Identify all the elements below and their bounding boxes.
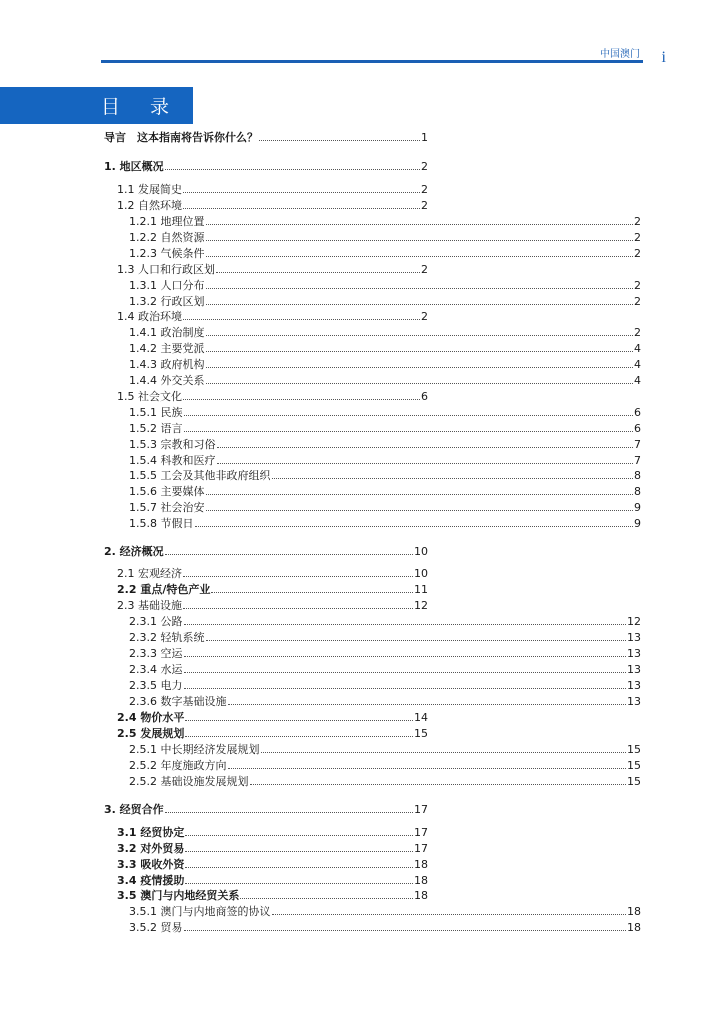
toc-entry-label: 2. 经济概况 [104,545,164,558]
dot-leader [185,711,413,721]
dot-leader [185,826,413,836]
toc-entry-label: 1.5.2 语言 [129,422,183,435]
dot-leader [185,858,413,868]
toc-entry-page: 7 [634,454,641,467]
toc-entry-page: 2 [421,183,428,196]
toc-entry-page: 13 [627,631,641,644]
toc-entry-page: 9 [634,501,641,514]
toc-entry-page: 18 [414,874,428,887]
toc-entry-page: 13 [627,695,641,708]
toc-entry-label: 1.4 政治环境 [117,310,182,323]
toc-entry-label: 2.3.4 水运 [129,663,183,676]
dot-leader [261,743,627,753]
toc-entry-label: 3.4 疫情援助 [117,874,185,887]
toc-entry[interactable] [129,295,641,309]
toc-entry-page: 13 [627,679,641,692]
toc-entry-page: 18 [627,905,641,918]
toc-entry[interactable] [104,131,428,145]
toc-entry-label: 2.5.2 年度施政方向 [129,759,227,772]
dot-leader [206,485,634,495]
toc-title: 目 录 [101,96,182,118]
dot-leader [206,374,634,384]
toc-entry[interactable] [129,342,641,356]
toc-entry-page: 2 [634,231,641,244]
toc-entry[interactable] [117,263,428,277]
toc-entry[interactable] [129,247,641,261]
toc-entry[interactable] [117,727,428,741]
toc-entry-label: 2.1 宏观经济 [117,567,182,580]
dot-leader [183,599,413,609]
toc-entry-page: 12 [627,615,641,628]
toc-entry[interactable] [129,279,641,293]
toc-entry[interactable] [117,390,428,404]
toc-entry-page: 15 [627,759,641,772]
toc-entry[interactable] [129,326,641,340]
toc-entry-page: 6 [421,390,428,403]
toc-entry-label: 1.3 人口和行政区划 [117,263,215,276]
toc-entry-label: 1.4.4 外交关系 [129,374,205,387]
toc-entry[interactable] [117,874,428,888]
toc-entry-label: 3.3 吸收外资 [117,858,185,871]
toc-entry[interactable] [117,842,428,856]
toc-entry-page: 10 [414,545,428,558]
toc-entry[interactable] [129,631,641,645]
toc-entry-label: 1.4.3 政府机构 [129,358,205,371]
dot-leader [206,326,634,336]
toc-entry[interactable] [129,921,641,935]
toc-title-banner [0,87,193,124]
toc-entry[interactable] [129,663,641,677]
toc-entry[interactable] [129,231,641,245]
toc-entry[interactable] [117,711,428,725]
toc-entry[interactable] [129,647,641,661]
toc-entry[interactable] [129,743,641,757]
toc-entry-page: 15 [627,775,641,788]
toc-entry[interactable] [129,438,641,452]
toc-entry[interactable] [129,695,641,709]
toc-entry[interactable] [104,803,428,817]
toc-entry-label: 1.5.4 科教和医疗 [129,454,216,467]
toc-entry-page: 2 [421,310,428,323]
toc-entry-label: 2.3.2 轻轨系统 [129,631,205,644]
toc-entry[interactable] [129,775,641,789]
toc-entry-label: 1.1 发展简史 [117,183,182,196]
dot-leader [206,342,634,352]
toc-entry-page: 14 [414,711,428,724]
dot-leader [184,615,627,625]
dot-leader [184,422,634,432]
toc-entry-label: 2.4 物价水平 [117,711,185,724]
toc-entry-page: 2 [634,215,641,228]
toc-entry[interactable] [129,485,641,499]
dot-leader [206,279,634,289]
toc-entry-label: 1.4.1 政治制度 [129,326,205,339]
toc-entry-label: 2.5.1 中长期经济发展规划 [129,743,260,756]
dot-leader [184,679,627,689]
dot-leader [206,358,634,368]
dot-leader [184,406,634,416]
toc-entry[interactable] [117,183,428,197]
dot-leader [206,215,634,225]
toc-entry-label: 1.5.7 社会治安 [129,501,205,514]
toc-entry-page: 6 [634,406,641,419]
dot-leader [206,247,634,257]
toc-entry[interactable] [129,679,641,693]
toc-entry-label: 2.2 重点/特色产业 [117,583,211,596]
toc-entry[interactable] [117,310,428,324]
toc-entry-page: 2 [421,199,428,212]
toc-entry-page: 7 [634,438,641,451]
toc-entry[interactable] [129,501,641,515]
dot-leader [216,263,420,273]
toc-entry-page: 11 [414,583,428,596]
toc-entry[interactable] [129,759,641,773]
toc-entry[interactable] [129,905,641,919]
dot-leader [272,905,627,915]
header-rule [101,60,643,63]
toc-entry-page: 18 [627,921,641,934]
toc-entry-page: 9 [634,517,641,530]
dot-leader [183,310,420,320]
toc-entry-page: 13 [627,663,641,676]
dot-leader [165,160,420,170]
toc-entry-label: 1.5.8 节假日 [129,517,194,530]
toc-entry-page: 2 [421,263,428,276]
toc-entry-label: 1.5.6 主要媒体 [129,485,205,498]
toc-entry-label: 1.4.2 主要党派 [129,342,205,355]
toc-entry-label: 1.3.2 行政区划 [129,295,205,308]
toc-entry-label: 3.2 对外贸易 [117,842,185,855]
toc-entry-page: 2 [634,326,641,339]
toc-entry-label: 1.2.3 气候条件 [129,247,205,260]
toc-entry-label: 2.3.5 电力 [129,679,183,692]
toc-entry[interactable] [129,358,641,372]
toc-entry-label: 3.1 经贸协定 [117,826,185,839]
toc-entry-page: 8 [634,485,641,498]
dot-leader [195,517,634,527]
toc-entry-page: 6 [634,422,641,435]
toc-entry-label: 3.5.2 贸易 [129,921,183,934]
toc-entry-page: 8 [634,469,641,482]
toc-entry-page: 2 [634,247,641,260]
dot-leader [183,567,413,577]
dot-leader [184,921,627,931]
toc-entry-label: 1. 地区概况 [104,160,164,173]
toc-entry[interactable] [129,422,641,436]
dot-leader [206,231,634,241]
toc-entry-label: 2.3.3 空运 [129,647,183,660]
dot-leader [250,775,627,785]
toc-entry[interactable] [104,545,428,559]
toc-entry[interactable] [117,826,428,840]
toc-entry[interactable] [129,517,641,531]
dot-leader [184,663,627,673]
dot-leader [165,545,413,555]
dot-leader [272,469,634,479]
toc-entry-page: 4 [634,374,641,387]
toc-entry-label: 3.5 澳门与内地经贸关系 [117,889,240,902]
toc-entry-label: 2.5 发展规划 [117,727,185,740]
toc-entry[interactable] [117,858,428,872]
dot-leader [206,295,634,305]
dot-leader [183,390,420,400]
toc-entry-label: 1.2.2 自然资源 [129,231,205,244]
toc-entry[interactable] [117,583,428,597]
toc-entry-page: 1 [421,131,428,144]
toc-entry[interactable] [117,889,428,903]
dot-leader [240,889,413,899]
dot-leader [185,727,413,737]
toc-entry-label: 1.5.1 民族 [129,406,183,419]
toc-entry[interactable] [104,160,428,174]
dot-leader [259,131,420,141]
toc-entry-page: 17 [414,803,428,816]
toc-entry-page: 18 [414,858,428,871]
dot-leader [206,501,634,511]
dot-leader [206,631,627,641]
dot-leader [185,842,413,852]
dot-leader [184,647,627,657]
toc-entry-page: 15 [627,743,641,756]
toc-entry-page: 2 [634,295,641,308]
toc-entry-page: 13 [627,647,641,660]
dot-leader [185,874,413,884]
dot-leader [217,454,634,464]
toc-entry-page: 17 [414,826,428,839]
toc-entry-label: 3.5.1 澳门与内地商签的协议 [129,905,271,918]
toc-entry-page: 17 [414,842,428,855]
toc-entry-label: 1.2 自然环境 [117,199,182,212]
toc-entry-label: 1.3.1 人口分布 [129,279,205,292]
toc-entry-label: 1.2.1 地理位置 [129,215,205,228]
toc-entry[interactable] [117,567,428,581]
toc-entry[interactable] [117,599,428,613]
toc-entry-label: 2.3 基础设施 [117,599,182,612]
dot-leader [183,199,420,209]
toc-entry[interactable] [117,199,428,213]
toc-entry-page: 12 [414,599,428,612]
toc-entry-label: 2.5.2 基础设施发展规划 [129,775,249,788]
dot-leader [228,695,627,705]
running-head: 中国澳门 [600,49,640,60]
toc-entry-label: 3. 经贸合作 [104,803,164,816]
toc-entry-page: 2 [421,160,428,173]
toc-entry[interactable] [129,374,641,388]
dot-leader [183,183,420,193]
toc-entry-page: 4 [634,358,641,371]
toc-entry[interactable] [129,454,641,468]
dot-leader [228,759,627,769]
toc-entry[interactable] [129,615,641,629]
toc-entry-page: 2 [634,279,641,292]
toc-entry[interactable] [129,215,641,229]
toc-entry-label: 1.5 社会文化 [117,390,182,403]
toc-entry[interactable] [129,469,641,483]
toc-entry-label: 2.3.1 公路 [129,615,183,628]
toc-entry-page: 10 [414,567,428,580]
dot-leader [211,583,413,593]
toc-entry-page: 15 [414,727,428,740]
dot-leader [165,803,413,813]
toc-entry-label: 1.5.5 工会及其他非政府组织 [129,469,271,482]
dot-leader [217,438,634,448]
page-number: i [661,49,666,66]
toc-entry-label: 2.3.6 数字基础设施 [129,695,227,708]
toc-entry[interactable] [129,406,641,420]
toc-entry-page: 4 [634,342,641,355]
toc-entry-label: 导言 这本指南将告诉你什么？ [104,131,258,144]
toc-entry-label: 1.5.3 宗教和习俗 [129,438,216,451]
toc-entry-page: 18 [414,889,428,902]
